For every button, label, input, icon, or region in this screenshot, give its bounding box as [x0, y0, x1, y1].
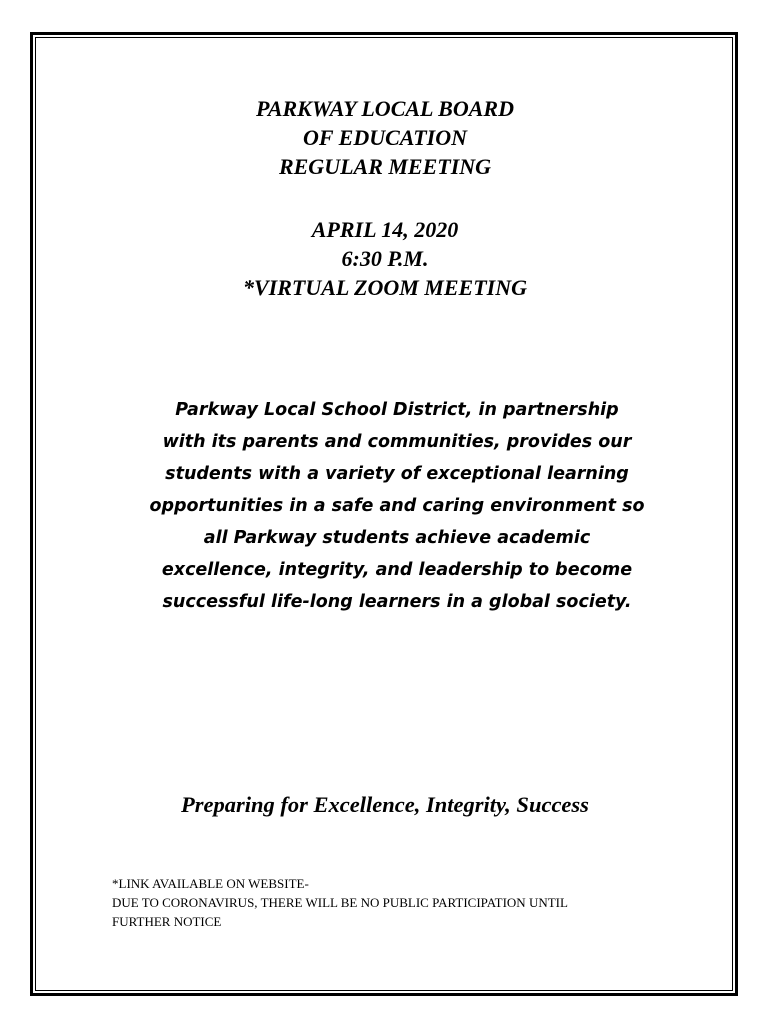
mission-line: students with a variety of exceptional learning [165, 464, 629, 484]
mission-line: excellence, integrity, and leadership to become [161, 560, 633, 580]
footnotes [112, 874, 568, 931]
meeting-time: 6:30 P.M. [341, 246, 429, 271]
mission-line: Parkway Local School District, in partnership [175, 400, 619, 420]
meeting-type: *VIRTUAL ZOOM MEETING [243, 275, 527, 300]
title-line: OF EDUCATION [302, 125, 468, 150]
mission-line: all Parkway students achieve academic [203, 528, 591, 548]
district-motto: Preparing for Excellence, Integrity, Success [181, 792, 589, 817]
meeting-details [0, 215, 770, 302]
note-line: FURTHER NOTICE [112, 914, 222, 929]
mission-line: successful life-long learners in a global society. [162, 592, 632, 612]
meeting-date: APRIL 14, 2020 [311, 217, 459, 242]
note-line: *LINK AVAILABLE ON WEBSITE- [112, 876, 309, 891]
mission-statement [120, 394, 674, 618]
mission-line: opportunities in a safe and caring environment so [149, 496, 645, 516]
meeting-title [0, 94, 770, 181]
mission-line: with its parents and communities, provides our [162, 432, 632, 452]
title-line: PARKWAY LOCAL BOARD [256, 96, 514, 121]
note-line: DUE TO CORONAVIRUS, THERE WILL BE NO PUBLIC PARTICIPATION UNTIL [112, 895, 568, 910]
title-line: REGULAR MEETING [278, 154, 492, 179]
